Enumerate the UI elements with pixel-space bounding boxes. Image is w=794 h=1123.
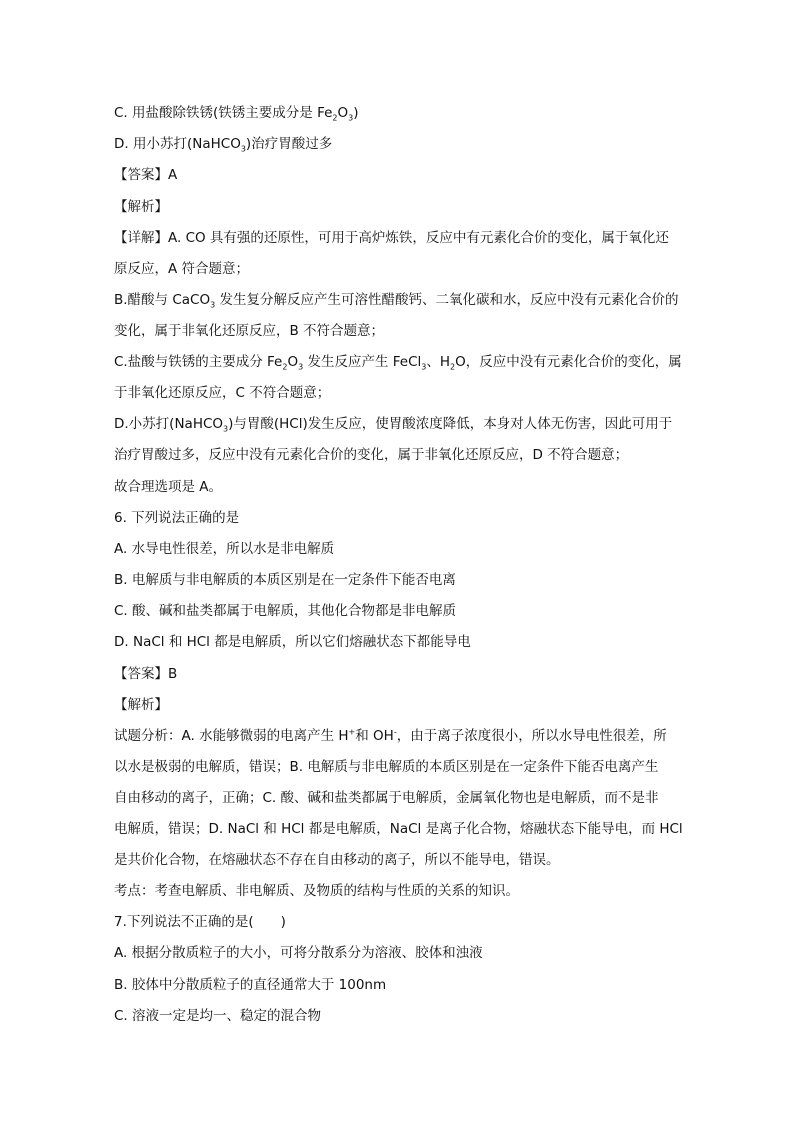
q5-detail-5: C.盐酸与铁锈的主要成分 $Fe_2O_3$ 发生反应产生 FeCl$_3$、$H_2O$，反应中没有元素化合价的变化，属 (114, 354, 682, 372)
q5-detail-2: 原反应，A 符合题意； (114, 261, 250, 277)
q5-detail-1: 【详解】A. CO 具有强的还原性，可用于高炉炼铁，反应中有元素化合价的变化，属于氧化还 (114, 230, 669, 246)
q5-conclusion: 故合理选项是 A。 (114, 479, 223, 495)
q5-detail-7: D.小苏打(NaHCO$_3$)与胃酸(HCl)发生反应，使胃酸浓度降低，本身对人体无伤害，因此可用于 (114, 416, 673, 434)
q7-option-c: C. 溶液一定是均一、稳定的混合物 (114, 1008, 322, 1024)
q6-analysis-heading: 【解析】 (114, 697, 168, 713)
q5-detail-3: B.醋酸与 CaCO$_3$ 发生复分解反应产生可溶性醋酸钙、二氧化碳和水，反应中没有元素化合价的 (114, 292, 679, 310)
q5-detail-8: 治疗胃酸过多，反应中没有元素化合价的变化，属于非氧化还原反应，D 不符合题意； (114, 447, 629, 463)
q6-analysis-3: 自由移动的离子，正确；C. 酸、碱和盐类都属于电解质，金属氧化物也是电解质，而不是非 (114, 790, 659, 806)
q7-option-a: A. 根据分散质粒子的大小，可将分散系分为溶液、胶体和浊液 (114, 945, 483, 961)
q6-stem: 6. 下列说法正确的是 (114, 510, 240, 526)
q5-option-c: C. 用盐酸除铁锈(铁锈主要成分是 $Fe_2O_3$) (114, 105, 359, 123)
q6-analysis-5: 是共价化合物，在熔融状态不存在自由移动的离子，所以不能导电，错误。 (114, 852, 560, 868)
q6-option-a: A. 水导电性很差，所以水是非电解质 (114, 541, 335, 557)
q6-option-d: D. NaCl 和 HCl 都是电解质，所以它们熔融状态下都能导电 (114, 634, 471, 650)
q6-analysis-4: 电解质，错误；D. NaCl 和 HCl 都是电解质，NaCl 是离子化合物，熔融状态下能导电，而 HCl (114, 821, 683, 837)
q6-answer: 【答案】B (114, 666, 178, 682)
q6-analysis-2: 以水是极弱的电解质，错误；B. 电解质与非电解质的本质区别是在一定条件下能否电离产生 (114, 759, 659, 775)
q6-option-c: C. 酸、碱和盐类都属于电解质，其他化合物都是非电解质 (114, 603, 457, 619)
q5-analysis-heading: 【解析】 (114, 199, 168, 215)
q7-stem: 7.下列说法不正确的是( ) (114, 914, 286, 930)
q6-analysis-1: 试题分析：A. 水能够微弱的电离产生 H+和 OH-，由于离子浓度很小，所以水导电性很差，所 (114, 727, 667, 744)
q5-answer: 【答案】A (114, 167, 178, 183)
q7-option-b: B. 胶体中分散质粒子的直径通常大于 100nm (114, 977, 387, 993)
q6-option-b: B. 电解质与非电解质的本质区别是在一定条件下能否电离 (114, 572, 456, 588)
q5-detail-4: 变化，属于非氧化还原反应，B 不符合题意； (114, 323, 385, 339)
q6-keypoint: 考点：考查电解质、非电解质、及物质的结构与性质的关系的知识。 (114, 883, 519, 899)
q5-option-d: D. 用小苏打(NaHCO$_3$)治疗胃酸过多 (114, 136, 333, 154)
q5-detail-6: 于非氧化还原反应，C 不符合题意； (114, 385, 331, 401)
